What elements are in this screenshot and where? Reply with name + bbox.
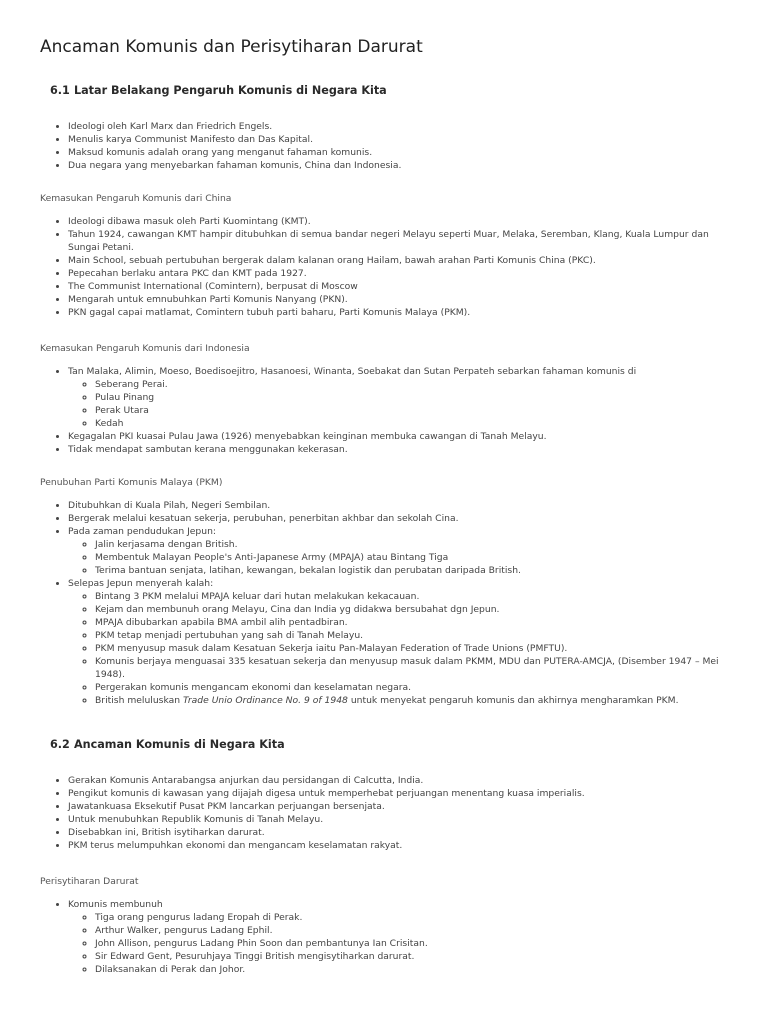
subheading-darurat: Perisytiharan Darurat bbox=[40, 876, 139, 887]
list-item-text: Tan Malaka, Alimin, Moeso, Boedisoejitro, Hasanoesi, Winanta, Soebakat dan Sutan Perpateh sebarkan fahaman komunis di bbox=[68, 366, 637, 377]
list-item: • Pengikut komunis di kawasan yang dijajah digesa untuk memperhebat perjuangan menentang kuasa imperialis. bbox=[68, 787, 728, 800]
list-item: ◦ Kedah bbox=[95, 417, 728, 430]
list-item: ◦ PKM tetap menjadi pertubuhan yang sah di Tanah Melayu. bbox=[95, 629, 728, 642]
list-item: • The Communist International (Comintern), berpusat di Moscow bbox=[68, 280, 728, 293]
list-item: ◦ Pergerakan komunis mengancam ekonomi dan keselamatan negara. bbox=[95, 681, 728, 694]
darurat-list bbox=[40, 898, 728, 976]
list-item: • Ditubuhkan di Kuala Pilah, Negeri Sembilan. bbox=[68, 499, 728, 512]
list-item: • Menulis karya Communist Manifesto dan Das Kapital. bbox=[68, 133, 728, 146]
page-title: Ancaman Komunis dan Perisytiharan Darurat bbox=[40, 37, 423, 57]
list-item: ◦ Terima bantuan senjata, latihan, kewangan, bekalan logistik dan perubatan daripada British. bbox=[95, 564, 728, 577]
list-item-text: Pada zaman pendudukan Jepun: bbox=[68, 526, 216, 537]
ancaman-list bbox=[40, 774, 728, 852]
list-item: • Maksud komunis adalah orang yang menganut fahaman komunis. bbox=[68, 146, 728, 159]
indonesia-list bbox=[40, 365, 728, 456]
china-list bbox=[40, 215, 728, 319]
list-item: ◦ Seberang Perai. bbox=[95, 378, 728, 391]
list-item: • Mengarah untuk emnubuhkan Parti Komunis Nanyang (PKN). bbox=[68, 293, 728, 306]
list-item: ◦ John Allison, pengurus Ladang Phin Soon dan pembantunya Ian Crisitan. bbox=[95, 937, 728, 950]
section-number: 6.2 bbox=[50, 738, 70, 751]
jepun-list bbox=[68, 538, 728, 577]
list-item-text: Komunis membunuh bbox=[68, 899, 163, 910]
list-item: ◦ Membentuk Malayan People's Anti-Japanese Army (MPAJA) atau Bintang Tiga bbox=[95, 551, 728, 564]
section-number: 6.1 bbox=[50, 84, 70, 97]
list-item: ◦ Pulau Pinang bbox=[95, 391, 728, 404]
list-item: • Ideologi dibawa masuk oleh Parti Kuomintang (KMT). bbox=[68, 215, 728, 228]
list-item: ◦ Tiga orang pengurus ladang Eropah di Perak. bbox=[95, 911, 728, 924]
list-item: • Dua negara yang menyebarkan fahaman komunis, China dan Indonesia. bbox=[68, 159, 728, 172]
list-item bbox=[68, 365, 728, 430]
list-item: ◦ PKM menyusup masuk dalam Kesatuan Sekerja iaitu Pan-Malayan Federation of Trade Unions (PMFTU). bbox=[95, 642, 728, 655]
list-item: ◦ Dilaksanakan di Perak dan Johor. bbox=[95, 963, 728, 976]
list-item: • Tidak mendapat sambutan kerana menggunakan kekerasan. bbox=[68, 443, 728, 456]
list-item: • Disebabkan ini, British isytiharkan darurat. bbox=[68, 826, 728, 839]
section-heading-6-2 bbox=[40, 737, 728, 753]
section-title: Ancaman Komunis di Negara Kita bbox=[74, 738, 285, 751]
list-item: • PKN gagal capai matlamat, Comintern tubuh parti baharu, Parti Komunis Malaya (PKM). bbox=[68, 306, 728, 319]
list-item: • Pepecahan berlaku antara PKC dan KMT pada 1927. bbox=[68, 267, 728, 280]
list-item: ◦ Arthur Walker, pengurus Ladang Ephil. bbox=[95, 924, 728, 937]
section-heading-6-1 bbox=[40, 83, 728, 99]
pkm-list bbox=[40, 499, 728, 707]
selepas-list bbox=[68, 590, 728, 707]
places-list bbox=[68, 378, 728, 430]
list-item bbox=[68, 525, 728, 577]
list-item bbox=[68, 898, 728, 976]
list-item: • Jawatankuasa Eksekutif Pusat PKM lancarkan perjuangan bersenjata. bbox=[68, 800, 728, 813]
list-item: • Untuk menubuhkan Republik Komunis di Tanah Melayu. bbox=[68, 813, 728, 826]
intro-list bbox=[40, 120, 728, 172]
list-item: ◦ Kejam dan membunuh orang Melayu, Cina dan India yg didakwa bersubahat dgn Jepun. bbox=[95, 603, 728, 616]
subheading-china: Kemasukan Pengaruh Komunis dari China bbox=[40, 193, 232, 204]
list-item bbox=[95, 694, 728, 707]
list-item: ◦ Perak Utara bbox=[95, 404, 728, 417]
subheading-pkm: Penubuhan Parti Komunis Malaya (PKM) bbox=[40, 477, 223, 488]
list-item: • Bergerak melalui kesatuan sekerja, perubuhan, penerbitan akhbar dan sekolah Cina. bbox=[68, 512, 728, 525]
list-item: • Gerakan Komunis Antarabangsa anjurkan dau persidangan di Calcutta, India. bbox=[68, 774, 728, 787]
list-item-text: Selepas Jepun menyerah kalah: bbox=[68, 578, 214, 589]
list-item: • Kegagalan PKI kuasai Pulau Jawa (1926) menyebabkan keinginan membuka cawangan di Tanah Melayu. bbox=[68, 430, 728, 443]
list-item: ◦ Komunis berjaya menguasai 335 kesatuan sekerja dan menyusup masuk dalam PKMM, MDU dan PUTERA-AMCJA, (Disember 1947 – Mei 1948). bbox=[95, 655, 728, 681]
ordinance-title: Trade Unio Ordinance No. 9 of 1948 bbox=[183, 695, 348, 706]
list-item: • Main School, sebuah pertubuhan bergerak dalam kalanan orang Hailam, bawah arahan Parti Komunis China (PKC). bbox=[68, 254, 728, 267]
list-item: ◦ Sir Edward Gent, Pesuruhjaya Tinggi British mengisytiharkan darurat. bbox=[95, 950, 728, 963]
list-item-text: untuk menyekat pengaruh komunis dan akhirnya mengharamkan PKM. bbox=[347, 695, 679, 706]
list-item: ◦ MPAJA dibubarkan apabila BMA ambil alih pentadbiran. bbox=[95, 616, 728, 629]
list-item-text: British meluluskan bbox=[95, 695, 183, 706]
subheading-indonesia: Kemasukan Pengaruh Komunis dari Indonesia bbox=[40, 343, 250, 354]
list-item: • Tahun 1924, cawangan KMT hampir ditubuhkan di semua bandar negeri Melayu seperti Muar, Melaka, Seremban, Klang, Kuala Lumpur dan Sungai Petani. bbox=[68, 228, 728, 254]
section-title: Latar Belakang Pengaruh Komunis di Negara Kita bbox=[74, 84, 387, 97]
victims-list bbox=[68, 911, 728, 976]
list-item: ◦ Jalin kerjasama dengan British. bbox=[95, 538, 728, 551]
list-item: • PKM terus melumpuhkan ekonomi dan mengancam keselamatan rakyat. bbox=[68, 839, 728, 852]
list-item: • Ideologi oleh Karl Marx dan Friedrich Engels. bbox=[68, 120, 728, 133]
list-item bbox=[68, 577, 728, 707]
list-item: ◦ Bintang 3 PKM melalui MPAJA keluar dari hutan melakukan kekacauan. bbox=[95, 590, 728, 603]
